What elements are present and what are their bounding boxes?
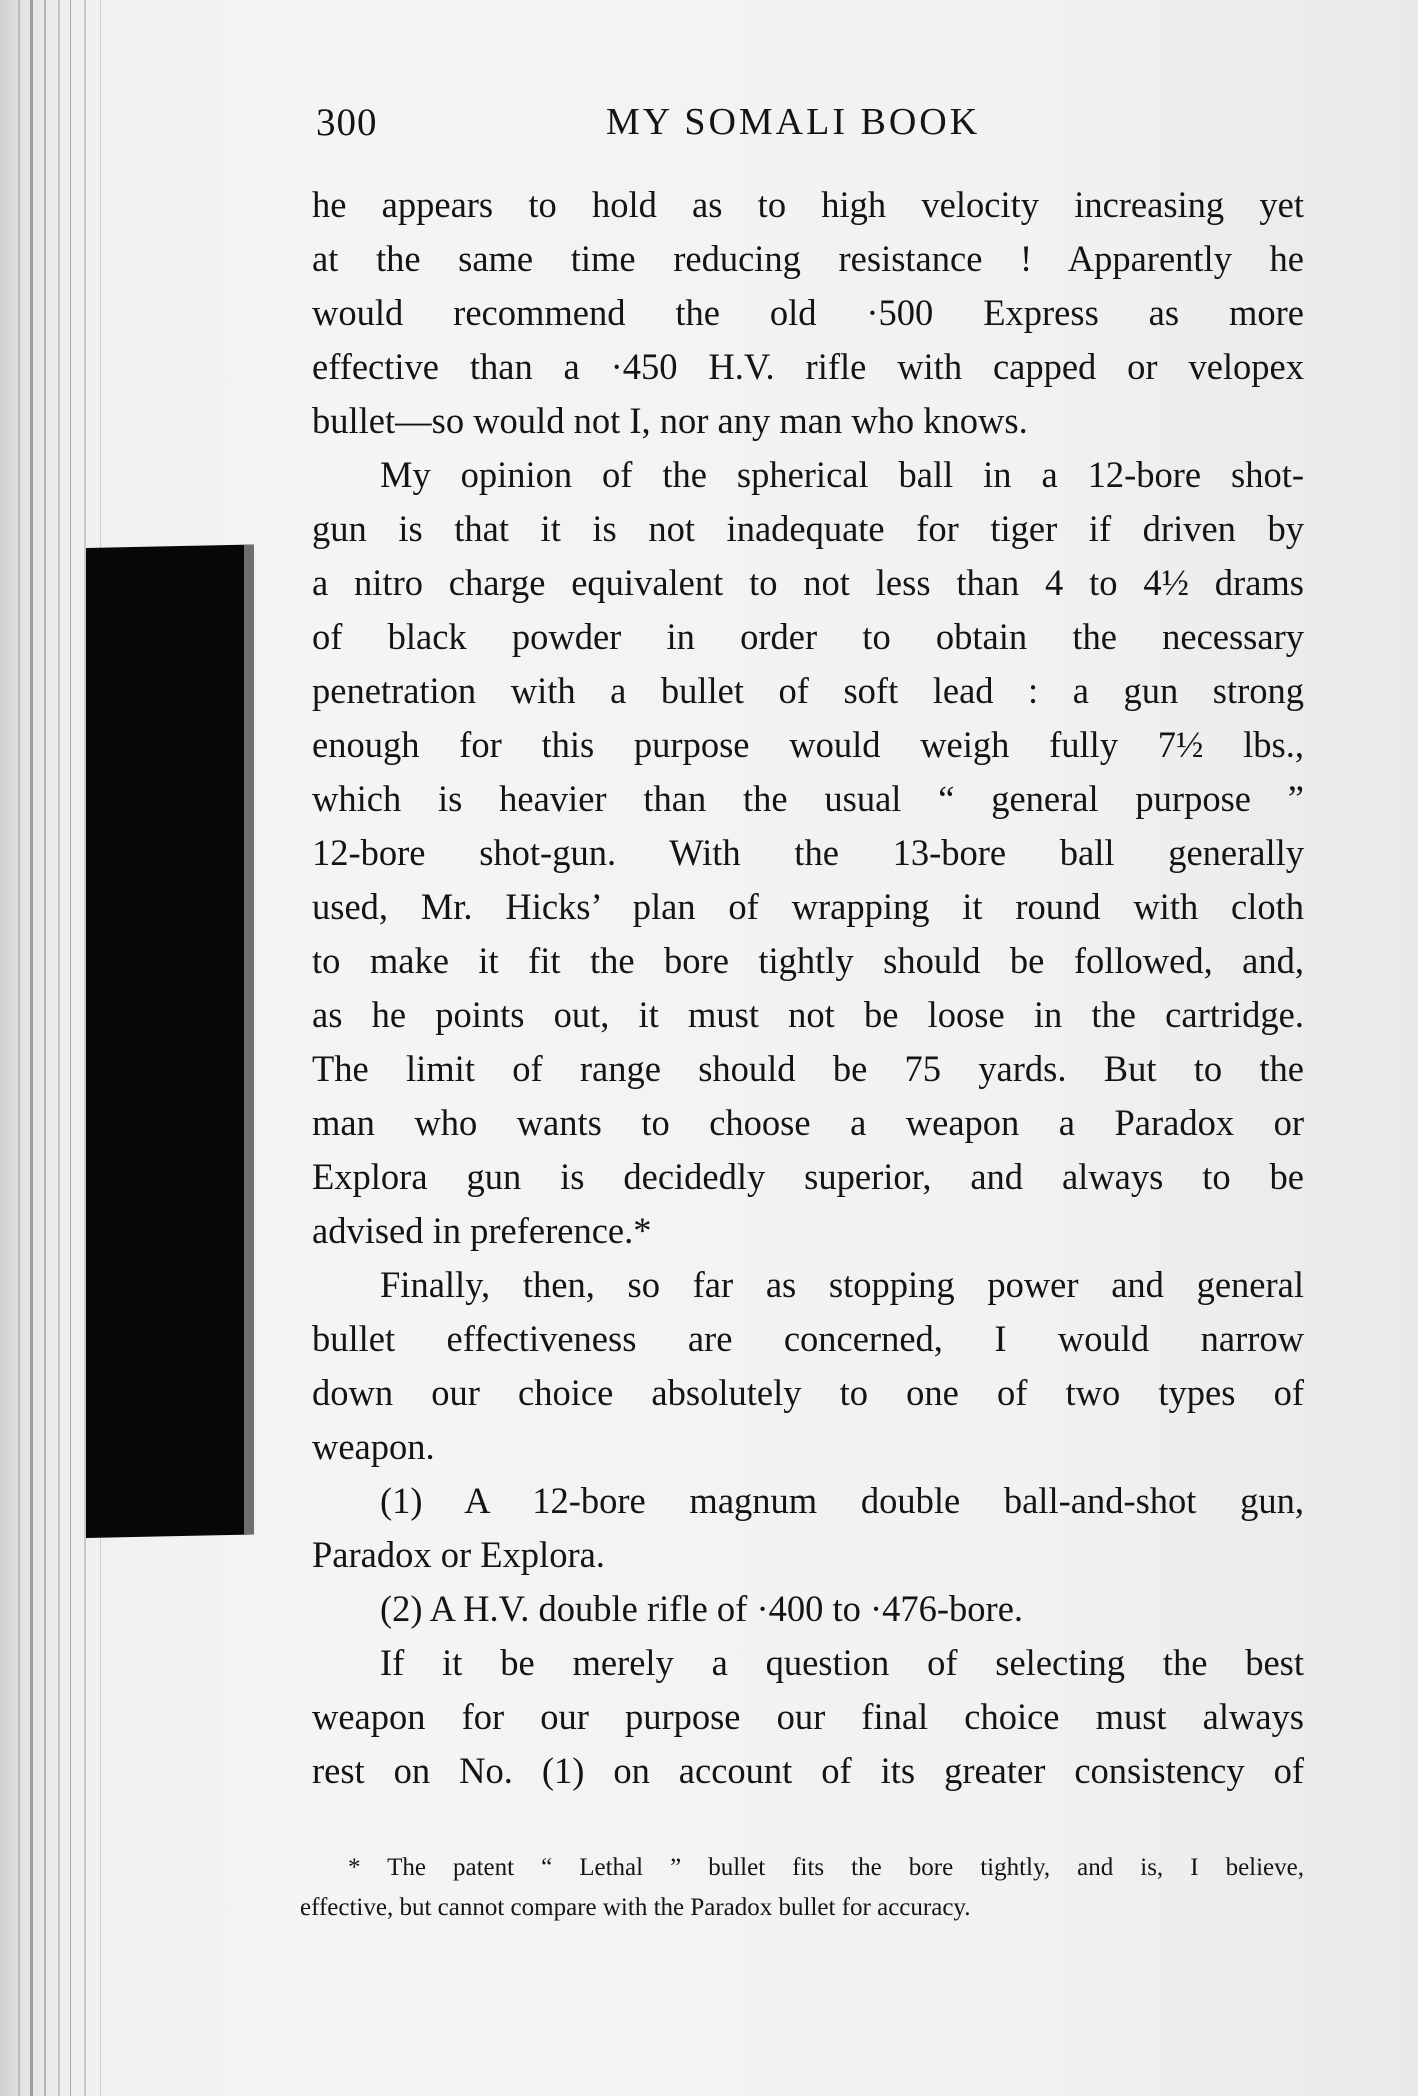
body-line: down our choice absolutely to one of two types of (312, 1372, 1304, 1413)
body-line: enough for this purpose would weigh fully 7½ lbs., (312, 724, 1304, 765)
body-line: rest on No. (1) on account of its greater consistency of (312, 1750, 1304, 1791)
body-line: (2) A H.V. double rifle of ·400 to ·476-bore. (380, 1588, 1024, 1629)
body-line: The limit of range should be 75 yards. But to the (312, 1048, 1304, 1089)
body-line: would recommend the old ·500 Express as more (312, 292, 1304, 333)
body-line: of black powder in order to obtain the necessary (312, 616, 1304, 657)
body-line: gun is that it is not inadequate for tiger if driven by (312, 508, 1304, 549)
page-header (316, 100, 1306, 160)
body-line: to make it fit the bore tightly should be followed, and, (312, 940, 1304, 981)
tab-marker-edge (244, 544, 254, 1534)
body-line: (1) A 12-bore magnum double ball-and-shot gun, (380, 1480, 1304, 1521)
body-line: advised in preference.* (312, 1210, 652, 1251)
body-line: My opinion of the spherical ball in a 12-bore shot- (380, 454, 1304, 495)
body-line: which is heavier than the usual “ general purpose ” (312, 778, 1304, 819)
body-line: man who wants to choose a weapon a Paradox or (312, 1102, 1304, 1143)
body-line: Paradox or Explora. (312, 1534, 605, 1575)
page-number: 300 (316, 101, 378, 144)
body-line: at the same time reducing resistance ! Apparently he (312, 238, 1304, 279)
body-line: If it be merely a question of selecting the best (380, 1642, 1304, 1683)
body-line: Explora gun is decidedly superior, and always to be (312, 1156, 1304, 1197)
body-line: as he points out, it must not be loose in the cartridge. (312, 994, 1304, 1035)
body-line: weapon for our purpose our final choice must always (312, 1696, 1304, 1737)
body-line: Finally, then, so far as stopping power and general (380, 1264, 1304, 1305)
body-line: 12-bore shot-gun. With the 13-bore ball generally (312, 832, 1304, 873)
body-line: a nitro charge equivalent to not less than 4 to 4½ drams (312, 562, 1304, 603)
footnote-line: * The patent “ Lethal ” bullet fits the bore tightly, and is, I believe, (348, 1854, 1304, 1881)
body-line: penetration with a bullet of soft lead : a gun strong (312, 670, 1304, 711)
body-line: he appears to hold as to high velocity increasing yet (312, 184, 1304, 225)
black-tab-marker (86, 544, 254, 1538)
footnote-line: effective, but cannot compare with the Paradox bullet for accuracy. (300, 1894, 971, 1921)
body-line: bullet effectiveness are concerned, I would narrow (312, 1318, 1304, 1359)
body-line: used, Mr. Hicks’ plan of wrapping it round with cloth (312, 886, 1304, 927)
running-title: MY SOMALI BOOK (606, 101, 981, 143)
body-line: bullet—so would not I, nor any man who knows. (312, 400, 1028, 441)
body-line: effective than a ·450 H.V. rifle with capped or velopex (312, 346, 1304, 387)
body-line: weapon. (312, 1426, 435, 1467)
